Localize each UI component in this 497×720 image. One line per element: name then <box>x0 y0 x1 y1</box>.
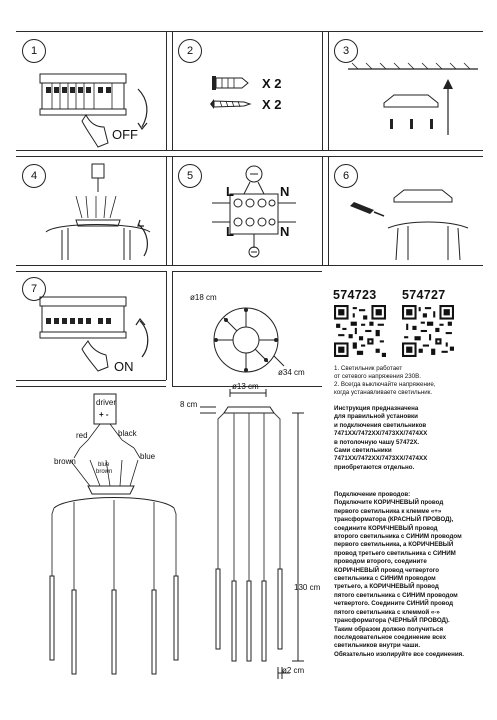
connection-line: третьего, а КОРИЧНЕВЫЙ провод <box>334 583 439 591</box>
divider-col1b-r3 <box>172 271 173 386</box>
screwdriver-mount-illustration <box>328 156 483 265</box>
terminal-n-bottom: N <box>280 224 290 239</box>
instruction-block <box>334 405 494 472</box>
step-number: 4 <box>22 164 46 188</box>
note-2-line-a: 2. Всегда выключайте напряжение, <box>334 381 436 388</box>
instruction-line: для правильной установки <box>334 413 418 421</box>
divider-bottom-left <box>16 386 166 387</box>
instruction-line: Сами светильники <box>334 447 392 455</box>
step-4-panel <box>16 156 166 265</box>
connection-line: светильников внутри чаши. <box>334 642 421 650</box>
connection-block <box>334 491 496 659</box>
canopy-diameter-label: ø34 cm <box>278 368 305 377</box>
step-number: 1 <box>22 39 46 63</box>
connection-line: пятого светильника с СИНИМ проводом <box>334 591 458 599</box>
breaker-on-illustration <box>16 271 166 380</box>
divider-col2 <box>322 31 323 150</box>
breaker-panel-illustration <box>16 31 166 150</box>
divider-col2-r2 <box>322 156 323 265</box>
connection-line: Подключите КОРИЧНЕВЫЙ провод <box>334 499 444 507</box>
connection-line: первого светильника к клемме «+» <box>334 507 442 515</box>
divider-row2-bottom <box>16 265 483 266</box>
length-label: 130 cm <box>294 583 321 592</box>
step-number: 2 <box>178 39 202 63</box>
terminal-l-top: L <box>226 184 234 199</box>
pipe-diameter-label: ø2 cm <box>282 666 305 675</box>
instruction-line: в потолочную чашу 57472Х. <box>334 438 420 446</box>
note-2-line-b: когда устанавливаете светильник. <box>334 389 433 396</box>
wiring-diagram <box>30 390 190 710</box>
instruction-line: приобретаются отдельно. <box>334 463 415 471</box>
note-1-line-b: от сетевого напряжения 230В. <box>334 373 421 380</box>
anchor-quantity: X 2 <box>262 76 282 91</box>
product-code-b: 574727 <box>402 288 446 302</box>
canopy-top-view <box>200 290 300 380</box>
instruction-line: и подключения светильников <box>334 421 427 429</box>
divider-row1-bottom <box>16 150 483 151</box>
qr-code-a <box>334 305 386 357</box>
step-number: 7 <box>22 277 46 301</box>
top-diameter-label: ø13 cm <box>232 382 259 391</box>
step-3-panel <box>328 31 483 150</box>
connection-line: второго светильника с СИНИМ проводом <box>334 533 462 541</box>
product-code-a: 574723 <box>333 288 377 302</box>
drop-label: 8 cm <box>180 400 198 409</box>
connection-line: КОРИЧНЕВЫЙ провод четвертого <box>334 566 440 574</box>
canopy-height-label: ø18 cm <box>190 293 217 302</box>
blue-wire-label: blue <box>140 452 156 461</box>
plus-minus-label: + - <box>99 410 109 419</box>
step-7-panel <box>16 271 166 380</box>
blue-wire-label-2: blue <box>98 462 110 468</box>
connection-line: проводом второго, соедините <box>334 558 427 566</box>
terminal-l-bottom: L <box>226 224 234 239</box>
connection-line: Таким образом должно получиться <box>334 625 444 633</box>
note-1-line-a: 1. Светильник работает <box>334 365 403 372</box>
divider-col1-r2 <box>166 156 167 265</box>
connection-line: провод третьего светильника с СИНИМ <box>334 549 456 557</box>
connection-line: последовательное соединение всех <box>334 633 447 641</box>
screw-quantity: X 2 <box>262 97 282 112</box>
connection-line: трансформатора (ЧЕРНЫЙ ПРОВОД). <box>334 617 450 625</box>
instruction-line: 7471XX/7472XX/7473XX/7474XX <box>334 455 428 463</box>
connection-line: светильника с СИНИМ проводом <box>334 575 436 583</box>
instruction-line: 7471XX/7472XX/7473XX/7474XX <box>334 430 428 438</box>
wire-connection-illustration <box>16 156 166 265</box>
divider-col1 <box>166 31 167 150</box>
driver-label: driver <box>96 398 117 407</box>
step-5-panel <box>172 156 322 265</box>
connection-line: первого светильника, а КОРИЧНЕВЫЙ <box>334 541 454 549</box>
connection-line: соедините КОРИЧНЕВЫЙ провод <box>334 524 438 532</box>
black-wire-label: black <box>118 429 137 438</box>
divider-col1-r3 <box>166 271 167 380</box>
brown-wire-label: brown <box>54 457 76 466</box>
step-1-panel <box>16 31 166 150</box>
side-view-dimensions <box>180 385 330 685</box>
terminal-n-top: N <box>280 184 290 199</box>
connection-line: четвертого. Соедините СИНИЙ провод <box>334 600 454 608</box>
step-6-panel <box>328 156 483 265</box>
off-label: OFF <box>112 127 138 142</box>
on-label: ON <box>114 359 134 374</box>
qr-code-b <box>402 305 454 357</box>
step-number: 5 <box>178 164 202 188</box>
divider-bottom-right <box>172 271 322 272</box>
brown-wire-label-2: brown <box>96 469 113 475</box>
terminal-block-illustration <box>172 156 322 265</box>
step-number: 3 <box>334 39 358 63</box>
connection-line: Обязательно изолируйте все соединения. <box>334 650 464 658</box>
step-2-panel <box>172 31 322 150</box>
step-number: 6 <box>334 164 358 188</box>
connection-line: Подключение проводов: <box>334 491 411 498</box>
ceiling-mount-illustration <box>328 31 483 150</box>
divider-row3-bottom <box>16 380 166 381</box>
anchor-screw-illustration <box>172 31 322 150</box>
red-wire-label: red <box>76 431 88 440</box>
instruction-line: Инструкция предназначена <box>334 405 419 412</box>
connection-line: трансформатора (КРАСНЫЙ ПРОВОД), <box>334 516 454 524</box>
connection-line: пятого светильника с клеммой «-» <box>334 608 440 616</box>
